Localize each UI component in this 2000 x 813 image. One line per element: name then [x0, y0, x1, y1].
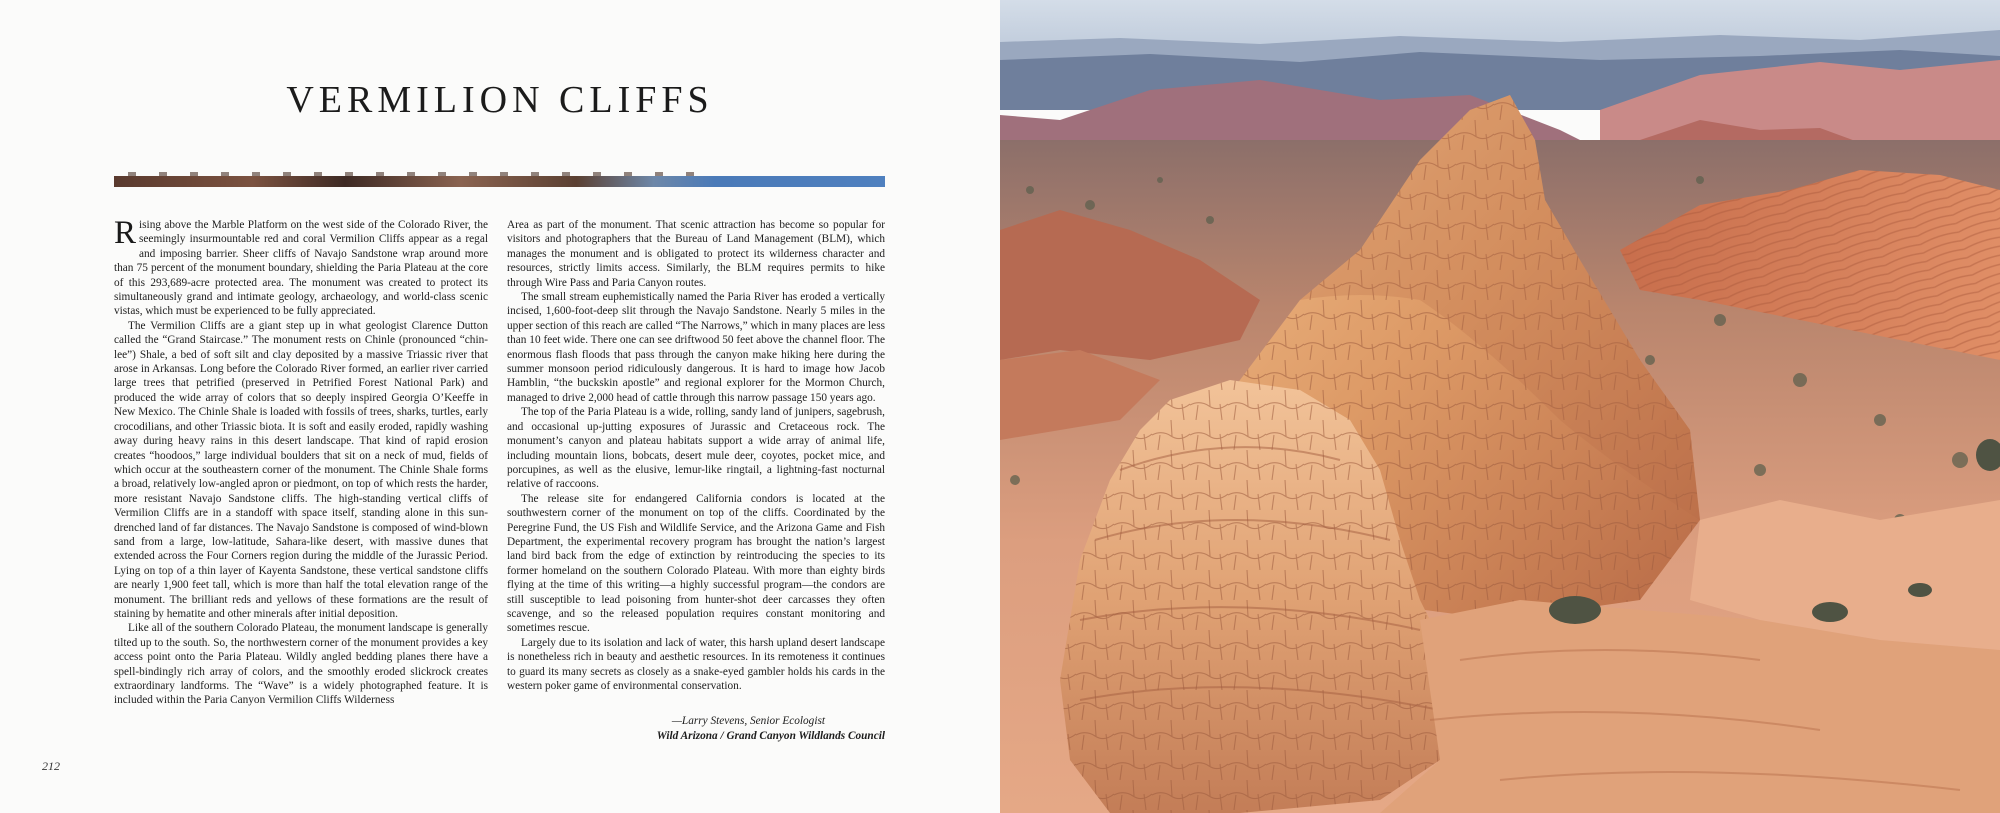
drop-cap: R [114, 215, 137, 251]
attribution-author: —Larry Stevens, Senior Ecologist [671, 715, 825, 727]
paragraph: Area as part of the monument. That scenic attraction has become so popular for visitors and photographers that the Bureau of Land Management (BLM), which manages the monument and is obligated to protect its wilderness character and resources, strictly limits access. Similarly, the BLM requires permits to hike through Wire Pass and Paria Canyon routes. [507, 219, 885, 289]
paragraph-text: ising above the Marble Platform on the west side of the Colorado River, the seemingly insurmountable red and coral Vermilion Cliffs appear as a regal and imposing barrier. Sheer cliffs of Navajo Sandstone wrap around more than 75 percent of the monument boundary, shielding the Paria Plateau at the core of this 293,689-acre protected area. The monument was created to protect its simultaneously grand and intimate geology, archaeology, and world-class scenic vistas, which must be experienced to be fully appreciated. [114, 219, 488, 318]
paragraph: Like all of the southern Colorado Plateau, the monument landscape is generally tilted up to the south. So, the northwestern corner of the monument provides a key access point onto the Paria Plateau. Wildly angled bedding planes there have a spell-bindingly rich array of colors, and the smoothly eroded slickrock creates extraordinary landforms. The “Wave” is a widely photographed feature. It is included within the Paria Canyon Vermilion Cliffs Wilderness [114, 622, 488, 707]
sandstone-rock-formation-photo [1000, 0, 2000, 813]
text-column-left [114, 215, 488, 708]
page-number: 212 [42, 759, 60, 773]
paragraph: Largely due to its isolation and lack of water, this harsh upland desert landscape is nonetheless rich in beauty and aesthetic resources. In its remoteness it continues to guard its many secrets as closely as a snake-eyed gambler holds his cards in the western poker game of environmental conservation. [507, 636, 885, 692]
text-column-right [507, 218, 885, 693]
paragraph [114, 215, 488, 319]
attribution-organization: Wild Arizona / Grand Canyon Wildlands Council [656, 730, 885, 742]
paragraph: The release site for endangered California condors is located at the southwestern corner of the monument on top of the cliffs. Coordinated by the Peregrine Fund, the US Fish and Wildlife Service, and the Arizona Game and Fish Department, the experimental recovery program has brought the nation’s largest land bird back from the edge of extinction by reintroducing the species to its former homeland on the southern Colorado Plateau. With more than eighty birds flying at the time of this writing—a highly successful program—the condors are still susceptible to lead poisoning from hunter-shot deer carcasses they often scavenge, and so the released population requires constant monitoring and sometimes rescue. [507, 492, 885, 635]
paragraph: The Vermilion Cliffs are a giant step up in what geologist Clarence Dutton called the “Grand Staircase.” The monument rests on Chinle (pronounced “chin-lee”) Shale, a bed of soft silt and clay deposited by a massive Triassic river that arose in Arkansas. Long before the Colorado River formed, an earlier river carried large trees that petrified (preserved in Petrified Forest National Park) and produced the wide array of colors that so deeply inspired Georgia O’Keeffe in New Mexico. The Chinle Shale is loaded with fossils of trees, sharks, turtles, early crocodilians, and other Triassic biota. It is soft and easily eroded, rapidly washing away during heavy rains in this desert landscape. That kind of rapid erosion creates “hoodoos,” large individual boulders that sit on a neck of mud, fields of which occur at the southeastern corner of the monument. The Chinle Shale forms a broad, relatively low-angled apron or piedmont, on top of which rests the harder, more resistant Navajo Sandstone cliffs. The high-standing vertical cliffs of Vermilion Cliffs are in a standoff with space itself, standing alone in this sun-drenched land of far distances. The Navajo Sandstone is composed of wind-blown sand from a large, low-latitude, Sahara-like desert, with massive dunes that extended across the Four Corners region during the middle of the Jurassic Period. Lying on top of a thin layer of Kayenta Sandstone, these vertical sandstone cliffs are nearly 1,900 feet tall, which is more than half the total elevation range of the monument. The brilliant reds and yellows of these formations are the result of staining by hematite and other minerals after initial deposition. [114, 319, 488, 620]
chapter-title: VERMILION CLIFFS [286, 79, 714, 121]
header-photo-band [114, 176, 885, 187]
paragraph: The top of the Paria Plateau is a wide, rolling, sandy land of junipers, sagebrush, and occasional up-jutting exposures of Jurassic and Cretaceous rock. The monument’s canyon and plateau habitats support a wide array of animal life, including mountain lions, bobcats, desert mule deer, coyotes, pocket mice, and porcupines, as well as the elusive, lemur-like ringtail, a lightning-fast nocturnal relative of raccoons. [507, 406, 885, 491]
paragraph: The small stream euphemistically named the Paria River has eroded a vertically incised, 1,600-foot-deep slit through the Navajo Sandstone. Nearly 5 miles in the upper section of this reach are called “The Narrows,” which in many places are less than 10 feet wide. There one can see driftwood 50 feet above the channel floor. The enormous flash floods that pass through the canyon make hiking here during the summer monsoon period ridiculously dangerous. It is hard to image how Jacob Hamblin, “the buckskin apostle” and regional explorer for the Mormon Church, managed to drive 2,000 head of cattle through this narrow passage 150 years ago. [507, 291, 885, 404]
attribution [507, 714, 885, 744]
